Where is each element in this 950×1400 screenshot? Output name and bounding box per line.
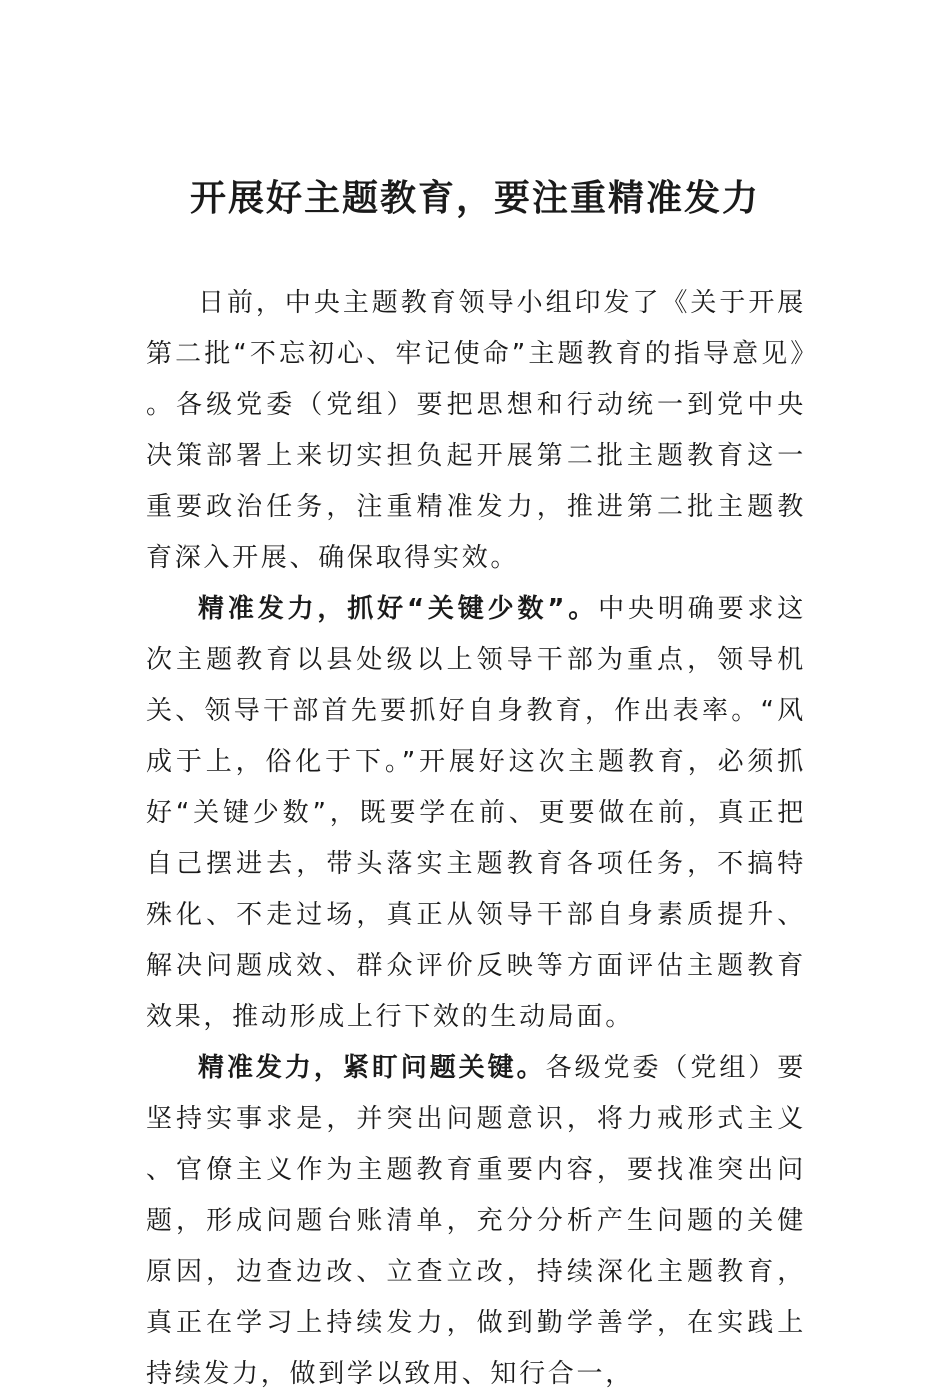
paragraph-3-text: 各级党委（党组）要坚持实事求是，并突出问题意识，将力戒形式主义、官僚主义作为主题教育重要内容，要找准突出问题，形成问题台账清单，充分分析产生问题的关健原因，边查边改、立查立改，持续深化主题教育，真正在学习上持续发力，做到勤学善学，在实践上持续发力，做到学以致用、知行合一， [146, 1053, 806, 1389]
paragraph-1 [146, 278, 806, 584]
page-title: 开展好主题教育，要注重精准发力 [189, 177, 760, 219]
document-body [146, 278, 806, 1400]
paragraph-3-lead: 精准发力，紧盯问题关键。 [198, 1053, 546, 1083]
paragraph-2-lead: 精准发力，抓好“关键少数”。 [198, 594, 599, 624]
paragraph-2 [146, 584, 806, 1043]
paragraph-1-text: 日前，中央主题教育领导小组印发了《关于开展第二批“不忘初心、牢记使命”主题教育的指导意见》。各级党委（党组）要把思想和行动统一到党中央决策部署上来切实担负起开展第二批主题教育这一重要政治任务，注重精准发力，推进第二批主题教育深入开展、确保取得实效。 [146, 288, 806, 573]
paragraph-2-text: 中央明确要求这次主题教育以县处级以上领导干部为重点，领导机关、领导干部首先要抓好自身教育，作出表率。“风成于上，俗化于下。”开展好这次主题教育，必须抓好“关键少数”，既要学在前、更要做在前，真正把自己摆进去，带头落实主题教育各项任务，不搞特殊化、不走过场，真正从领导干部自身素质提升、解决问题成效、群众评价反映等方面评估主题教育效果，推动形成上行下效的生动局面。 [146, 594, 806, 1032]
paragraph-3 [146, 1043, 806, 1400]
